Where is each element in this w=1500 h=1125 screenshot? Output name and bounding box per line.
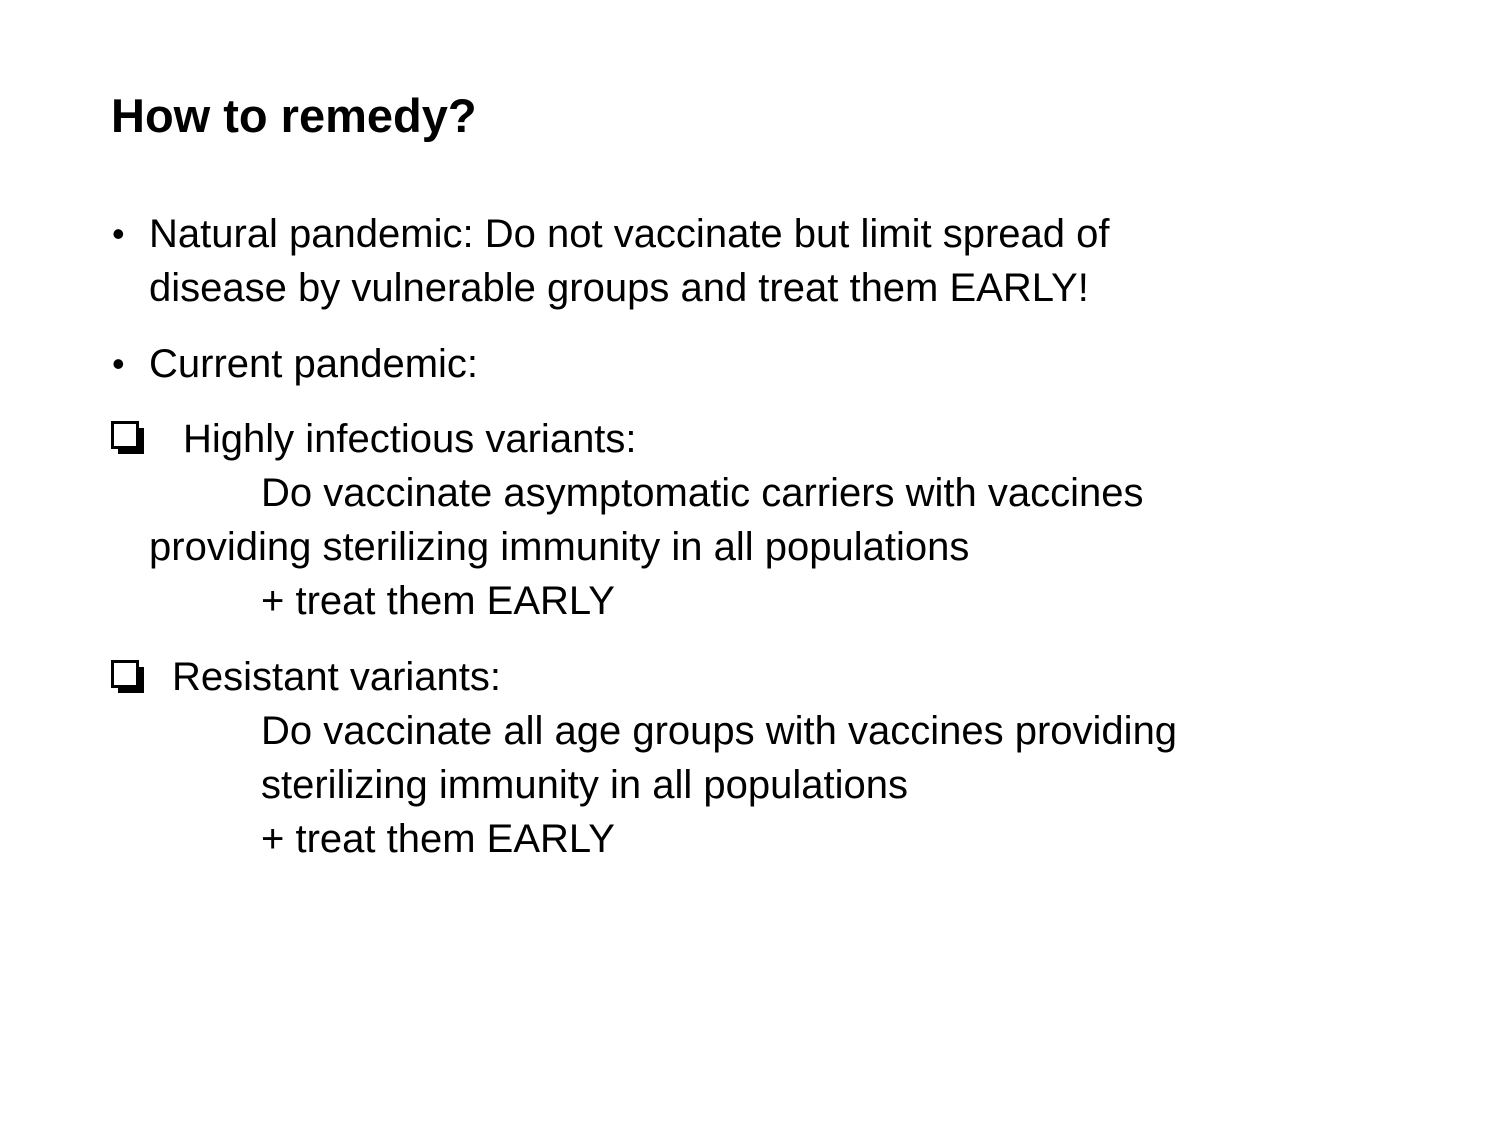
checklist-text-line: + treat them EARLY [261,817,615,861]
checkbox-icon [111,660,139,688]
slide-title: How to remedy? [111,89,477,142]
checklist-text-line: providing sterilizing immunity in all populations [149,525,970,569]
bullet-marker: • [112,343,125,384]
bullet-marker: • [112,213,125,254]
checklist-text-line: Do vaccinate asymptomatic carriers with vaccines [261,471,1144,515]
bullet-text-line: Current pandemic: [149,342,479,386]
checklist-text-line: sterilizing immunity in all populations [261,763,908,807]
bullet-text-line: Natural pandemic: Do not vaccinate but limit spread of [149,212,1110,256]
checklist-text-line: Do vaccinate all age groups with vaccines providing [261,709,1178,753]
checklist-heading: Resistant variants: [172,655,502,699]
bullet-text-line: disease by vulnerable groups and treat them EARLY! [149,266,1089,310]
checkbox-icon [111,421,139,449]
checklist-heading: Highly infectious variants: [183,417,637,461]
checklist-text-line: + treat them EARLY [261,579,615,623]
